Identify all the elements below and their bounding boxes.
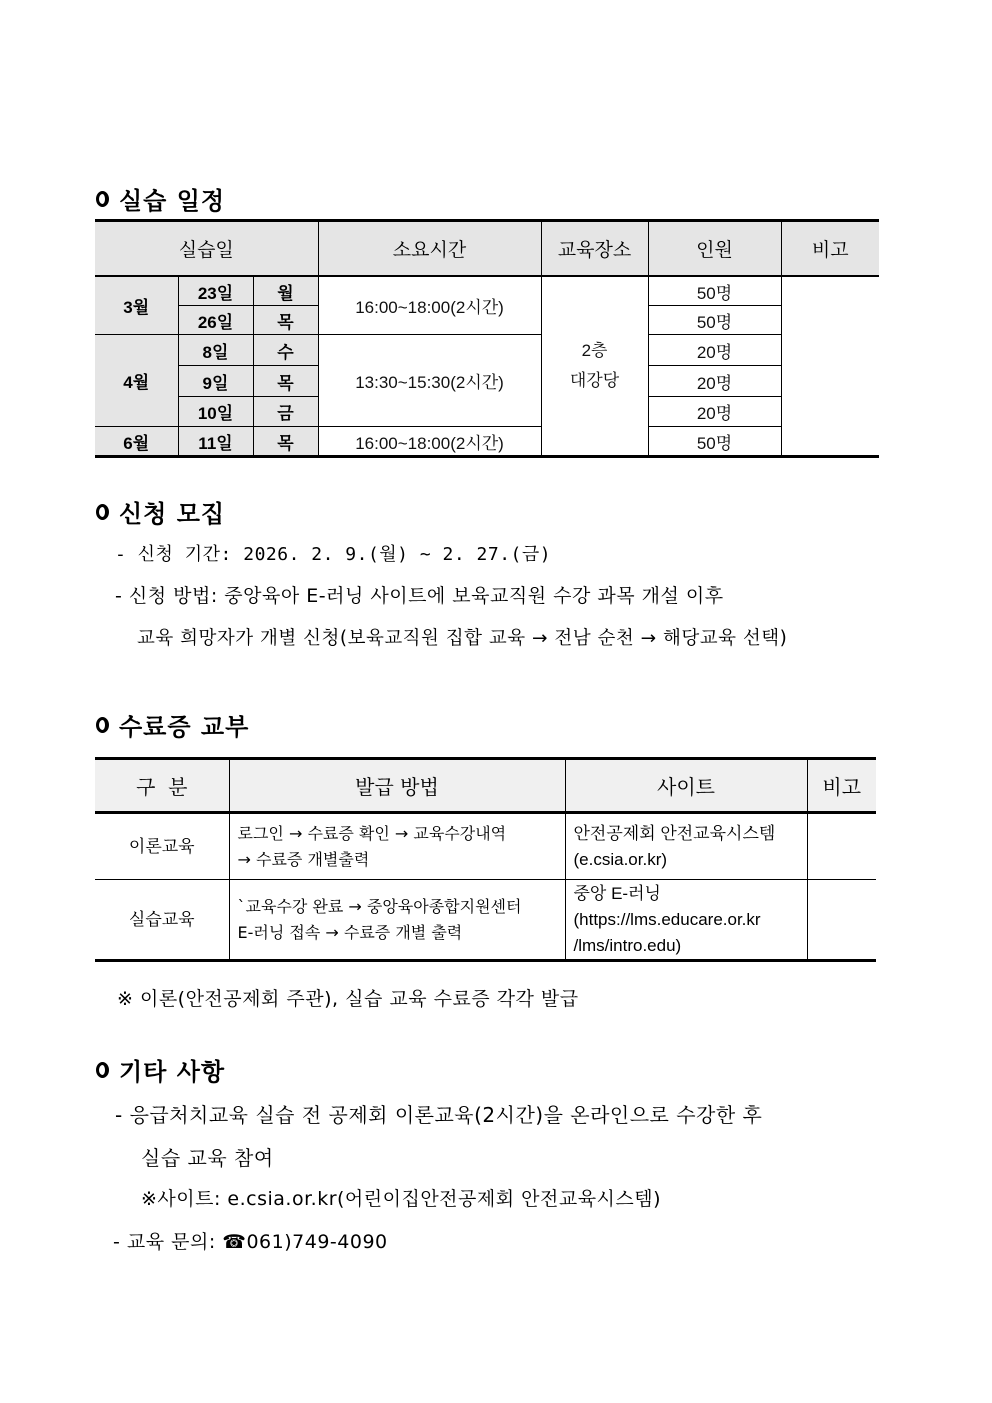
method-line: → 수료증 개별출력 xyxy=(237,849,370,869)
misc-item1-line1: - 응급처치교육 실습 전 공제회 이론교육(2시간)을 온라인으로 수강한 후 xyxy=(115,1103,763,1127)
section-title-text: 실습 일정 xyxy=(119,187,226,215)
day-cell: 11일 xyxy=(178,427,253,457)
site-link[interactable]: (https://lms.educare.or.kr xyxy=(573,909,761,929)
section-title-text: 기타 사항 xyxy=(119,1058,226,1086)
weekday-cell: 목 xyxy=(253,366,318,397)
site-line: 중앙 E-러닝 xyxy=(573,883,661,903)
category-cell: 실습교육 xyxy=(95,880,229,961)
misc-item1-line2: 실습 교육 참여 xyxy=(141,1146,274,1170)
capacity-cell: 20명 xyxy=(648,397,781,427)
section-title-schedule xyxy=(96,181,225,216)
method-line: `교육수강 완료 → 중앙육아종합지원센터 xyxy=(237,896,522,916)
circle-bullet-icon xyxy=(96,504,109,520)
weekday-cell: 목 xyxy=(253,306,318,335)
section-title-text: 수료증 교부 xyxy=(119,713,250,741)
note-cell xyxy=(781,276,879,457)
capacity-cell: 20명 xyxy=(648,366,781,397)
capacity-cell: 20명 xyxy=(648,335,781,366)
capacity-cell: 50명 xyxy=(648,276,781,306)
weekday-cell: 금 xyxy=(253,397,318,427)
table-row xyxy=(95,335,879,366)
note-cell xyxy=(807,813,876,880)
site-cell xyxy=(565,813,807,880)
certificate-footnote: ※ 이론(안전공제회 주관), 실습 교육 수료증 각각 발급 xyxy=(117,988,579,1010)
day-cell: 9일 xyxy=(178,366,253,397)
duration-cell: 16:00~18:00(2시간) xyxy=(318,276,541,335)
location-hall: 대강당 xyxy=(569,371,620,390)
duration-cell: 13:30~15:30(2시간) xyxy=(318,335,541,427)
header-date: 실습일 xyxy=(95,221,318,277)
day-cell: 10일 xyxy=(178,397,253,427)
section-title-misc xyxy=(96,1052,225,1087)
table-row xyxy=(95,427,879,457)
header-location: 교육장소 xyxy=(541,221,648,277)
month-cell: 3월 xyxy=(95,276,178,335)
capacity-cell: 50명 xyxy=(648,306,781,335)
header-capacity: 인원 xyxy=(648,221,781,277)
month-cell: 4월 xyxy=(95,335,178,427)
note-cell xyxy=(807,880,876,961)
circle-bullet-icon xyxy=(96,1062,109,1078)
month-cell: 6월 xyxy=(95,427,178,457)
site-link[interactable]: (e.csia.or.kr) xyxy=(573,849,668,869)
phone-icon: ☎ xyxy=(222,1231,247,1253)
weekday-cell: 월 xyxy=(253,276,318,306)
circle-bullet-icon xyxy=(96,191,109,207)
section-title-certificate xyxy=(96,707,249,742)
circle-bullet-icon xyxy=(96,717,109,733)
schedule-table xyxy=(95,219,879,458)
site-link-continued[interactable]: /lms/intro.edu) xyxy=(573,935,682,955)
method-cell xyxy=(229,880,565,961)
application-method-line2: 교육 희망자가 개별 신청(보육교직원 집합 교육 → 전남 순천 → 해당교육 선택) xyxy=(137,628,788,649)
location-cell xyxy=(541,276,648,457)
application-period: - 신청 기간: 2026. 2. 9.(월) ~ 2. 27.(금) xyxy=(115,544,552,565)
table-row xyxy=(95,880,876,961)
misc-inquiry xyxy=(113,1227,388,1254)
section-title-application xyxy=(96,494,225,529)
header-note: 비고 xyxy=(781,221,879,277)
header-note: 비고 xyxy=(807,759,876,813)
method-cell xyxy=(229,813,565,880)
weekday-cell: 목 xyxy=(253,427,318,457)
site-cell xyxy=(565,880,807,961)
capacity-cell: 50명 xyxy=(648,427,781,457)
header-duration: 소요시간 xyxy=(318,221,541,277)
day-cell: 26일 xyxy=(178,306,253,335)
category-cell: 이론교육 xyxy=(95,813,229,880)
header-category: 구 분 xyxy=(95,759,229,813)
header-site: 사이트 xyxy=(565,759,807,813)
section-title-text: 신청 모집 xyxy=(119,500,226,528)
site-line: 안전공제회 안전교육시스템 xyxy=(573,823,776,843)
weekday-cell: 수 xyxy=(253,335,318,366)
table-header-row xyxy=(95,221,879,277)
application-method-line1: - 신청 방법: 중앙육아 E-러닝 사이트에 보육교직원 수강 과목 개설 이후 xyxy=(115,585,724,607)
certificate-table xyxy=(95,757,876,962)
day-cell: 8일 xyxy=(178,335,253,366)
day-cell: 23일 xyxy=(178,276,253,306)
header-method: 발급 방법 xyxy=(229,759,565,813)
duration-cell: 16:00~18:00(2시간) xyxy=(318,427,541,457)
inquiry-phone: 061)749-4090 xyxy=(246,1231,388,1253)
misc-site-note: ※사이트: e.csia.or.kr(어린이집안전공제회 안전교육시스템) xyxy=(141,1188,662,1210)
method-line: 로그인 → 수료증 확인 → 교육수강내역 xyxy=(237,823,507,843)
table-row xyxy=(95,276,879,306)
inquiry-label: - 교육 문의: xyxy=(113,1231,223,1253)
location-floor: 2층 xyxy=(581,341,608,360)
table-row xyxy=(95,813,876,880)
method-line: E-러닝 접속 → 수료증 개별 출력 xyxy=(237,922,463,942)
table-header-row xyxy=(95,759,876,813)
